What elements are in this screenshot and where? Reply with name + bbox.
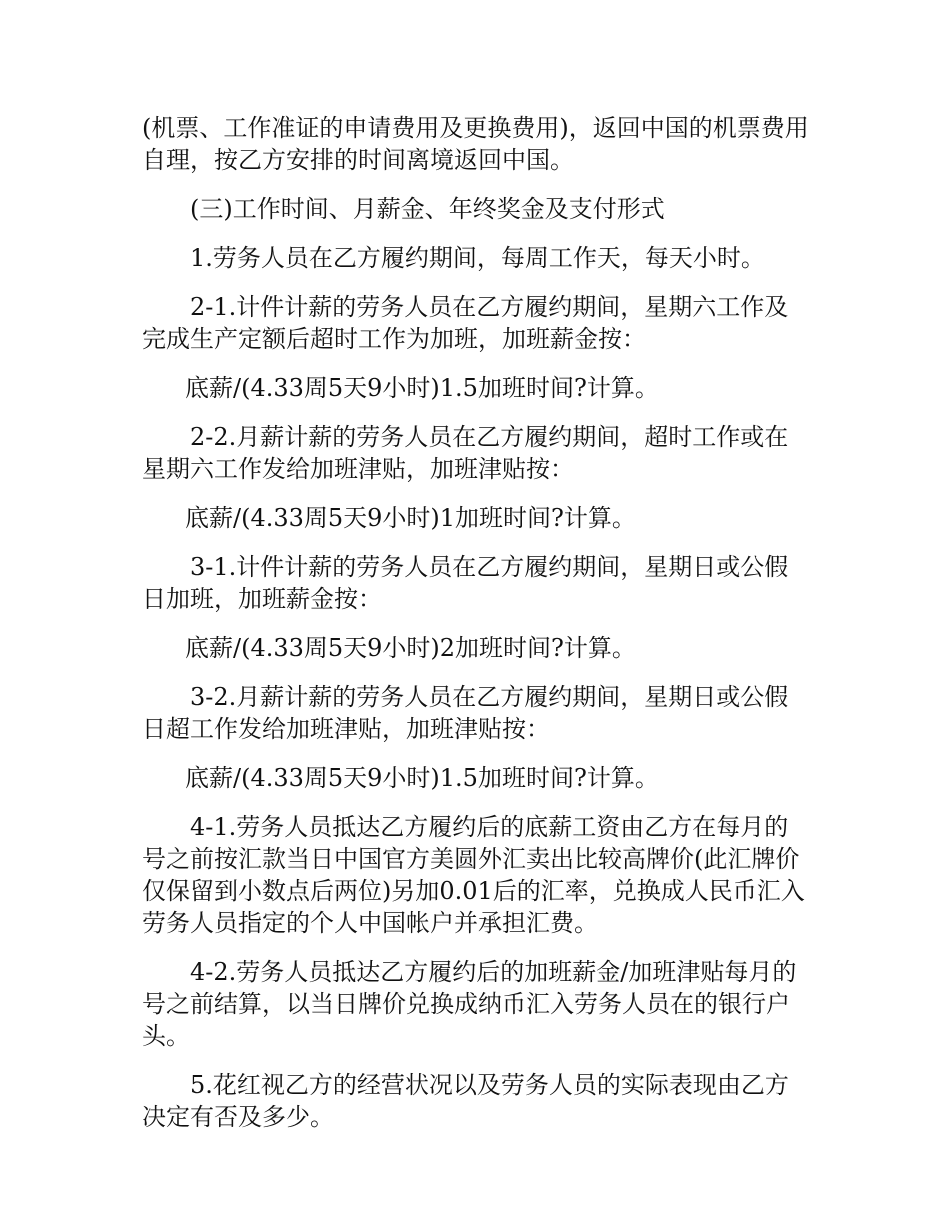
paragraph-clause-5: 5.花红视乙方的经营状况以及劳务人员的实际表现由乙方决定有否及多少。 [142, 1071, 789, 1131]
formula-3-1: 底薪/(4.33周5天9小时)2加班时间?计算。 [185, 634, 636, 662]
formula-2-2: 底薪/(4.33周5天9小时)1加班时间?计算。 [185, 504, 636, 532]
paragraph-clause-4-1: 4-1.劳务人员抵达乙方履约后的底薪工资由乙方在每月的号之前按汇款当日中国官方美圆外汇卖出比较高牌价(此汇牌价仅保留到小数点后两位)另加0.01后的汇率，兑换成人民币汇入劳务人员指定的个人中国帐户并承担汇费。 [142, 813, 805, 937]
paragraph-airfare-continuation: (机票、工作准证的申请费用及更换费用)，返回中国的机票费用自理，按乙方安排的时间离境返回中国。 [142, 114, 809, 174]
paragraph-clause-4-2: 4-2.劳务人员抵达乙方履约后的加班薪金/加班津贴每月的号之前结算，以当日牌价兑换成纳币汇入劳务人员在的银行户头。 [142, 958, 797, 1050]
section-heading-work-time-salary: (三)工作时间、月薪金、年终奖金及支付形式 [190, 195, 665, 223]
paragraph-clause-1: 1.劳务人员在乙方履约期间，每周工作天，每天小时。 [190, 244, 765, 272]
paragraph-clause-3-2: 3-2.月薪计薪的劳务人员在乙方履约期间，星期日或公假日超工作发给加班津贴，加班津贴按： [142, 683, 789, 743]
document-body [142, 112, 812, 1150]
formula-2-1: 底薪/(4.33周5天9小时)1.5加班时间?计算。 [185, 374, 659, 402]
paragraph-clause-2-2: 2-2.月薪计薪的劳务人员在乙方履约期间，超时工作或在星期六工作发给加班津贴，加班津贴按： [142, 423, 789, 483]
paragraph-clause-2-1: 2-1.计件计薪的劳务人员在乙方履约期间，星期六工作及完成生产定额后超时工作为加班，加班薪金按： [142, 293, 789, 353]
formula-3-2: 底薪/(4.33周5天9小时)1.5加班时间?计算。 [185, 764, 659, 792]
paragraph-clause-3-1: 3-1.计件计薪的劳务人员在乙方履约期间，星期日或公假日加班，加班薪金按： [142, 553, 789, 613]
